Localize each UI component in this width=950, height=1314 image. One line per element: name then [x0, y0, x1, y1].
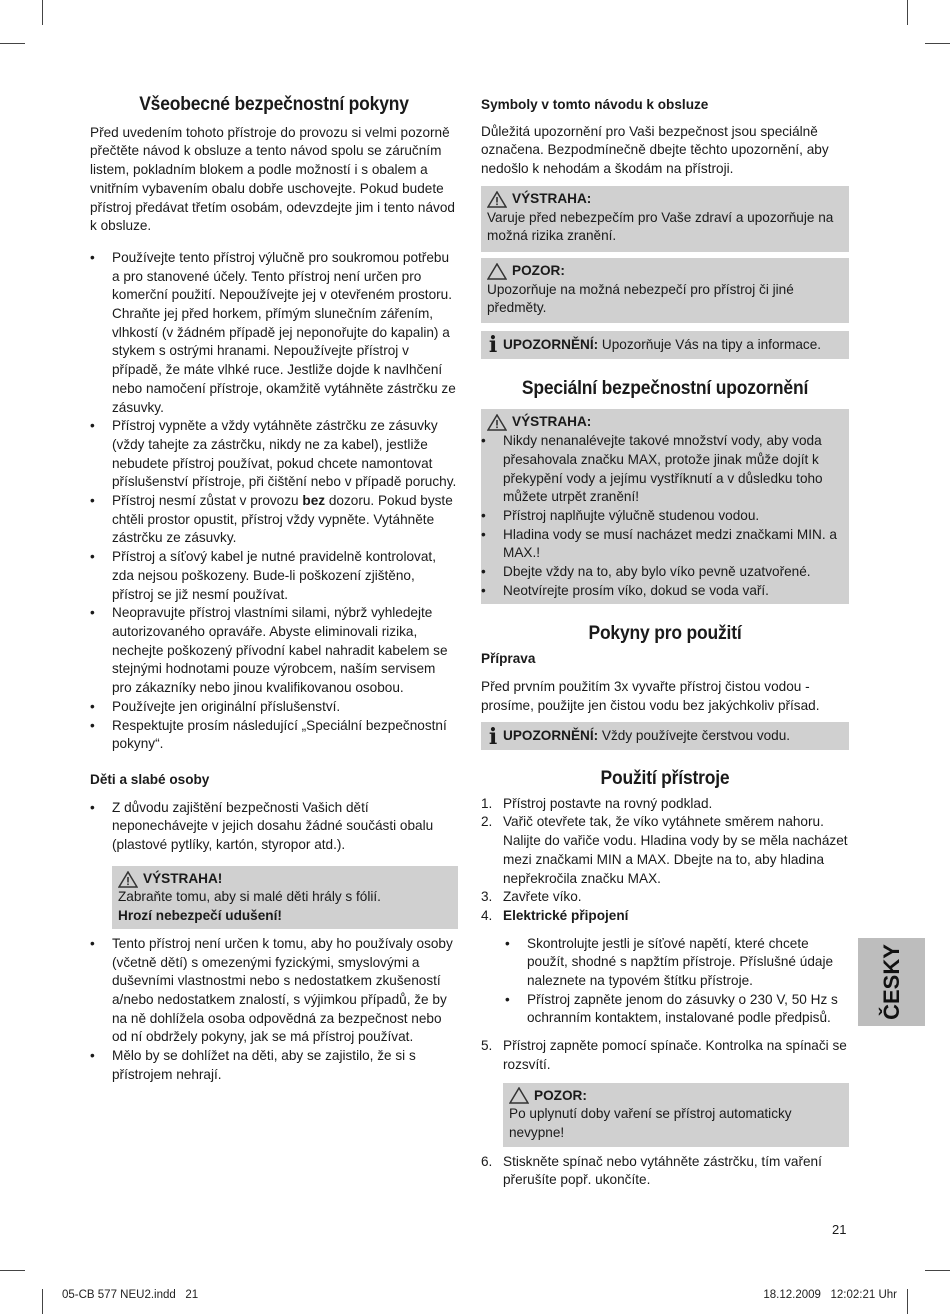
special-warning-title: VÝSTRAHA:	[512, 414, 592, 430]
list-item: • Hladina vody se musí nacházet medzi značkami MIN. a MAX.!	[481, 526, 843, 563]
list-item: • Neotvírejte prosím víko, dokud se voda vaří.	[481, 582, 843, 601]
list-item: • Neopravujte přístroj vlastními silami, nýbrž vyhledejte autorizovaného opraváře. Abyste eliminovali rizika, nechejte poškozený přívodní kabel nahradit kabelem se stejnými hodnotami pouze výrobcem, naším servisem pro zákazníky nebo jinou kvalifikovanou osobou.	[90, 604, 458, 698]
list-item: 3. Zavřete víko.	[481, 889, 582, 905]
list-item: • Nikdy nenanalévejte takové množství vody, aby voda přesahovala značku MAX, protože jinak může dojít k překypění vody a jejímu vystříknutí a v důsledku toho můžete utrpět zranění!	[481, 432, 843, 507]
info-icon: i	[488, 723, 498, 750]
crop-mark	[925, 1270, 950, 1271]
crop-mark	[0, 1270, 25, 1271]
symbols-text: Důležitá upozornění pro Vaši bezpečnost jsou speciálně označena. Bezpodmínečně dbejte těchto upozornění, aby nedošlo k nehodám a škodám na přístroji.	[481, 123, 829, 177]
vystraha-title: VÝSTRAHA:	[512, 190, 592, 206]
steps-list	[481, 795, 849, 1075]
info-icon: i	[488, 332, 498, 359]
list-item: • Přístroj zapněte jenom do zásuvky o 230 V, 50 Hz s ochranním kontaktem, instalované podle předpisů.	[505, 991, 849, 1028]
list-item: 4. Elektrické připojení • Skontrolujte jestli je síťové napětí, které chcete použít, shodné s napžtím přístroje. Příslušné údaje naleznete na typovém štítku přístroje. • Přístroj zapněte jenom do zásuvky o 230 V, 50 Hz s ochranním kontaktem, instalované podle předpisů.	[481, 907, 849, 1028]
pozor-box-2	[503, 1083, 849, 1147]
pozor-title: POZOR:	[512, 262, 565, 278]
list-item: • Přístroj nesmí zůstat v provozu bez dozoru. Pokud byste chtěli prostor opustit, přístroj vždy vypněte. Vytáhněte zástrčku ze zásuvky.	[90, 492, 458, 548]
children-list-2	[90, 935, 458, 1085]
caution-triangle-icon	[487, 263, 507, 280]
pozor-text: Upozorňuje na možná nebezpečí pro přístroj či jiné předměty.	[487, 281, 794, 316]
symbols-heading: Symboly v tomto návodu k obsluze	[481, 97, 709, 112]
children-list	[90, 799, 458, 855]
special-warning-list	[481, 432, 843, 600]
power-list	[505, 935, 849, 1029]
crop-mark	[907, 0, 908, 25]
crop-mark	[42, 0, 43, 25]
list-item: • Tento přístroj není určen k tomu, aby ho používaly osoby (včetně dětí) s omezenými fyzickými, smyslovými a duševními vlastnostmi nebo s nedostatkem zkušeností a/nebo nedostatkem znalostí, s výjimkou případů, že by na ně dohlížela osoba odpovědná za bezpečnost nebo od ní obdržely pokyny, jak se má přístroj používat.	[90, 935, 458, 1047]
upozorneni-title: UPOZORNĚNÍ:	[503, 337, 599, 353]
crop-mark	[42, 1289, 43, 1314]
upozorneni2-text: Vždy používejte čerstvou vodu.	[598, 728, 791, 744]
preparation-heading: Příprava	[481, 651, 536, 667]
use-title: Použití přístroje	[600, 767, 730, 789]
intro-paragraph: Před uvedením tohoto přístroje do provozu si velmi pozorně přečtěte návod k obsluze a tento návod spolu se záručním listem, pokladním blokem a podle možností i s obalem a vnitřním vybavením obalu dobře uschovejte. Pokud budete přístroj předávat třetím osobám, odevzdejte jim i tento návod k obsluze.	[90, 124, 455, 234]
list-item: 2. Vařič otevřete tak, že víko vytáhnete směrem nahoru. Nalijte do vařiče vodu. Hladina vody by se měla nacházet mezi značkami MIN a MAX. Dbejte na to, aby hladina nepřekročila značku MAX.	[481, 814, 848, 886]
list-item: • Přístroj vypněte a vždy vytáhněte zástrčku ze zásuvky (vždy tahejte za zástrčku, nikdy ne za kabel), jestliže nebudete přístroj používat, pokud chcete namontovat příslušenství přístroje, při čištění nebo v případě poruchy.	[90, 417, 458, 492]
steps-list-2	[481, 1153, 849, 1190]
list-item: • Přístroj a síťový kabel je nutné pravidelně kontrolovat, zda nejsou poškozeny. Bude-li poškození zjištěno, přístroj se již nesmí používat.	[90, 548, 458, 604]
list-item: • Respektujte prosím následující „Speciální bezpečnostní pokyny“.	[90, 717, 458, 754]
footer-timestamp: 18.12.2009 12:02:21 Uhr	[763, 1289, 897, 1301]
warning-title: VÝSTRAHA!	[143, 870, 223, 886]
list-item: • Mělo by se dohlížet na děti, aby se zajistilo, že si s přístrojem nehrají.	[90, 1047, 458, 1084]
pozor-box	[481, 258, 849, 323]
warning-triangle-icon	[487, 191, 507, 208]
warning-triangle-icon	[118, 871, 138, 888]
warning-bold: Hrozí nebezpečí udušení!	[118, 908, 282, 924]
children-heading: Děti a slabé osoby	[90, 771, 210, 787]
list-item: • Používejte tento přístroj výlučně pro soukromou potřebu a pro stanovené účely. Tento přístroj není určen pro komerční použití. Nepoužívejte jej v otevřeném prostoru. Chraňte jej před horkem, přímým slunečním zářením, vlhkostí (v žádném případě jej neponořujte do kapalin) a stykem s ostrými hranami. Nepoužívejte přístroj v případě, že máte vlhké ruce. Jestliže dojde k navlhčení nebo namočení přístroje, okamžitě vytáhněte zástrčku ze zásuvky.	[90, 249, 458, 417]
left-column	[90, 96, 458, 1084]
language-label: ČESKY	[878, 944, 904, 1020]
upozorneni2-title: UPOZORNĚNÍ:	[503, 728, 599, 744]
language-tab	[858, 938, 925, 1026]
list-item: • Používejte jen originální příslušenství.	[90, 698, 458, 717]
warning-box	[112, 866, 458, 929]
page-number: 21	[832, 1222, 847, 1237]
vystraha-box	[481, 186, 849, 252]
upozorneni-text: Upozorňuje Vás na tipy a informace.	[598, 337, 822, 353]
preparation-text: Před prvním použitím 3x vyvařte přístroj čistou vodou - prosíme, použijte jen čistou vodu bez jakýchkoliv přísad.	[481, 678, 820, 713]
crop-mark	[0, 43, 25, 44]
right-column	[481, 96, 849, 1190]
special-warning-box	[481, 409, 849, 604]
emphasis: bez	[302, 493, 326, 509]
vystraha-text: Varuje před nebezpečím pro Vaše zdraví a upozorňuje na možná rizika zranění.	[487, 209, 834, 244]
warning-triangle-icon	[487, 414, 507, 431]
list-item: • Dbejte vždy na to, aby bylo víko pevně uzatvořené.	[481, 563, 843, 582]
usage-title: Pokyny pro použití	[588, 623, 742, 645]
list-item: • Přístroj naplňujte výlučně studenou vodou.	[481, 507, 843, 526]
list-item: 5. Přístroj zapněte pomocí spínače. Kontrolka na spínači se rozsvítí.	[481, 1038, 847, 1072]
crop-mark	[907, 1289, 908, 1314]
caution-triangle-icon	[509, 1087, 529, 1104]
pozor2-title: POZOR:	[534, 1087, 587, 1103]
list-item: 1. Přístroj postavte na rovný podklad.	[481, 795, 713, 811]
crop-mark	[925, 43, 950, 44]
list-item: • Z důvodu zajištění bezpečnosti Vašich dětí neponechávejte v jejich dosahu žádné součásti obalu (plastové pytlíky, kartón, styropor atd.).	[90, 799, 458, 855]
list-item: 6. Stiskněte spínač nebo vytáhněte zástrčku, tím vaření přerušíte popř. ukončíte.	[481, 1153, 822, 1188]
list-item: • Skontrolujte jestli je síťové napětí, které chcete použít, shodné s napžtím přístroje. Příslušné údaje naleznete na typovém štítku přístroje.	[505, 935, 849, 991]
upozorneni-box-2	[481, 722, 849, 750]
warning-text: Zabraňte tomu, aby si malé děti hrály s fólií.	[118, 889, 381, 905]
general-safety-title: Všeobecné bezpečnostní pokyny	[139, 94, 409, 115]
footer-file: 05-CB 577 NEU2.indd 21	[62, 1289, 199, 1301]
upozorneni-box	[481, 331, 849, 359]
special-safety-title: Speciální bezpečnostní upozornění	[521, 377, 809, 399]
pozor2-text: Po uplynutí doby vaření se přístroj automaticky nevypne!	[509, 1106, 792, 1140]
safety-list	[90, 249, 458, 754]
